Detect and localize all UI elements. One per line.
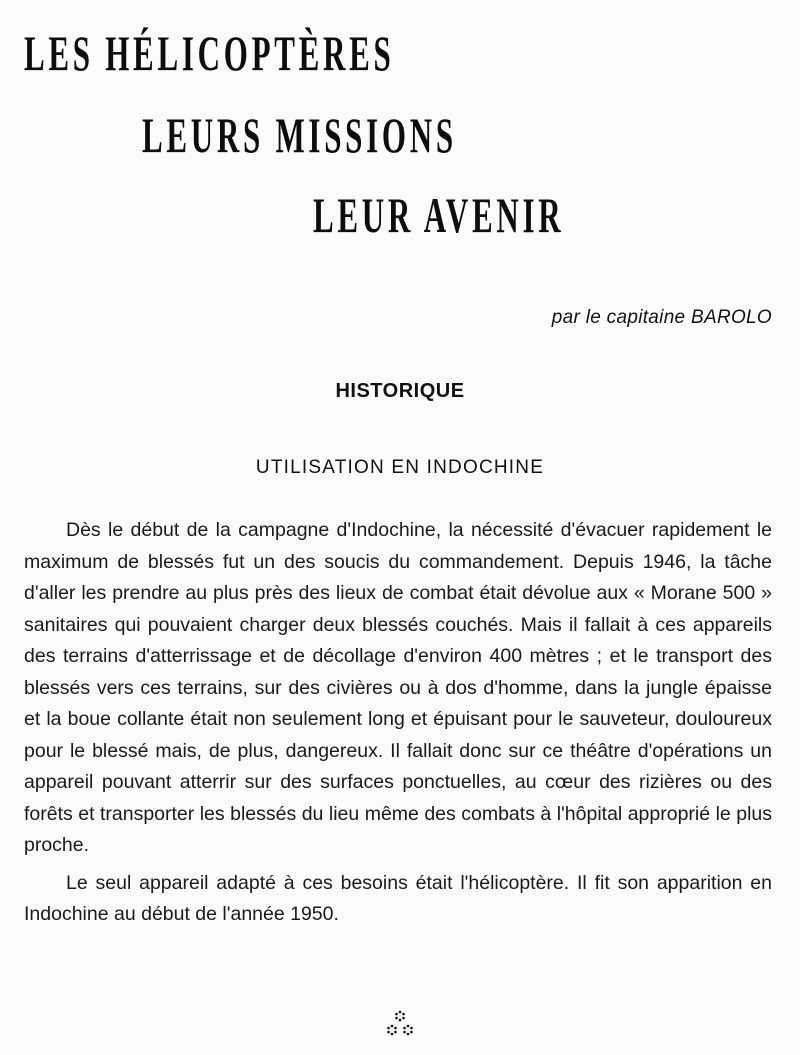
title-line-3: LEUR AVENIR (313, 187, 565, 243)
article-body (24, 515, 772, 931)
author-byline: par le capitaine BAROLO (551, 307, 772, 328)
section-heading: HISTORIQUE (335, 380, 465, 402)
paragraph-2: Le seul appareil adapté à ces besoins était l'hélicoptère. Il fit son apparition en Indochine au début de l'année 1950. (24, 871, 772, 925)
asterism-icon (380, 1008, 420, 1042)
paragraph-1: Dès le début de la campagne d'Indochine, la nécessité d'évacuer rapidement le maximum de blessés fut un des soucis du commandement. Depuis 1946, la tâche d'aller les prendre au plus près des lieux de combat était dévolue aux « Morane 500 » sanitaires qui pouvaient charger deux blessés couchés. Mais il fallait à ces appareils des terrains d'atterrissage et de décollage d'environ 400 mètres ; et le transport des blessés vers ces terrains, sur des civières ou à dos d'homme, dans la jungle épaisse et la boue collante était non seulement long et épuisant pour le sauveteur, douloureux pour le blessé mais, de plus, dangereux. Il fallait donc sur ce théâtre d'opérations un appareil pouvant atterrir sur des surfaces ponctuelles, au cœur des rizières ou des forêts et transporter les blessés du lieu même des combats à l'hôpital approprié le plus proche. (24, 519, 772, 856)
title-line-1: LES HÉLICOPTÈRES (24, 25, 395, 81)
title-line-2: LEURS MISSIONS (142, 107, 457, 163)
subsection-heading: UTILISATION EN INDOCHINE (255, 457, 545, 478)
